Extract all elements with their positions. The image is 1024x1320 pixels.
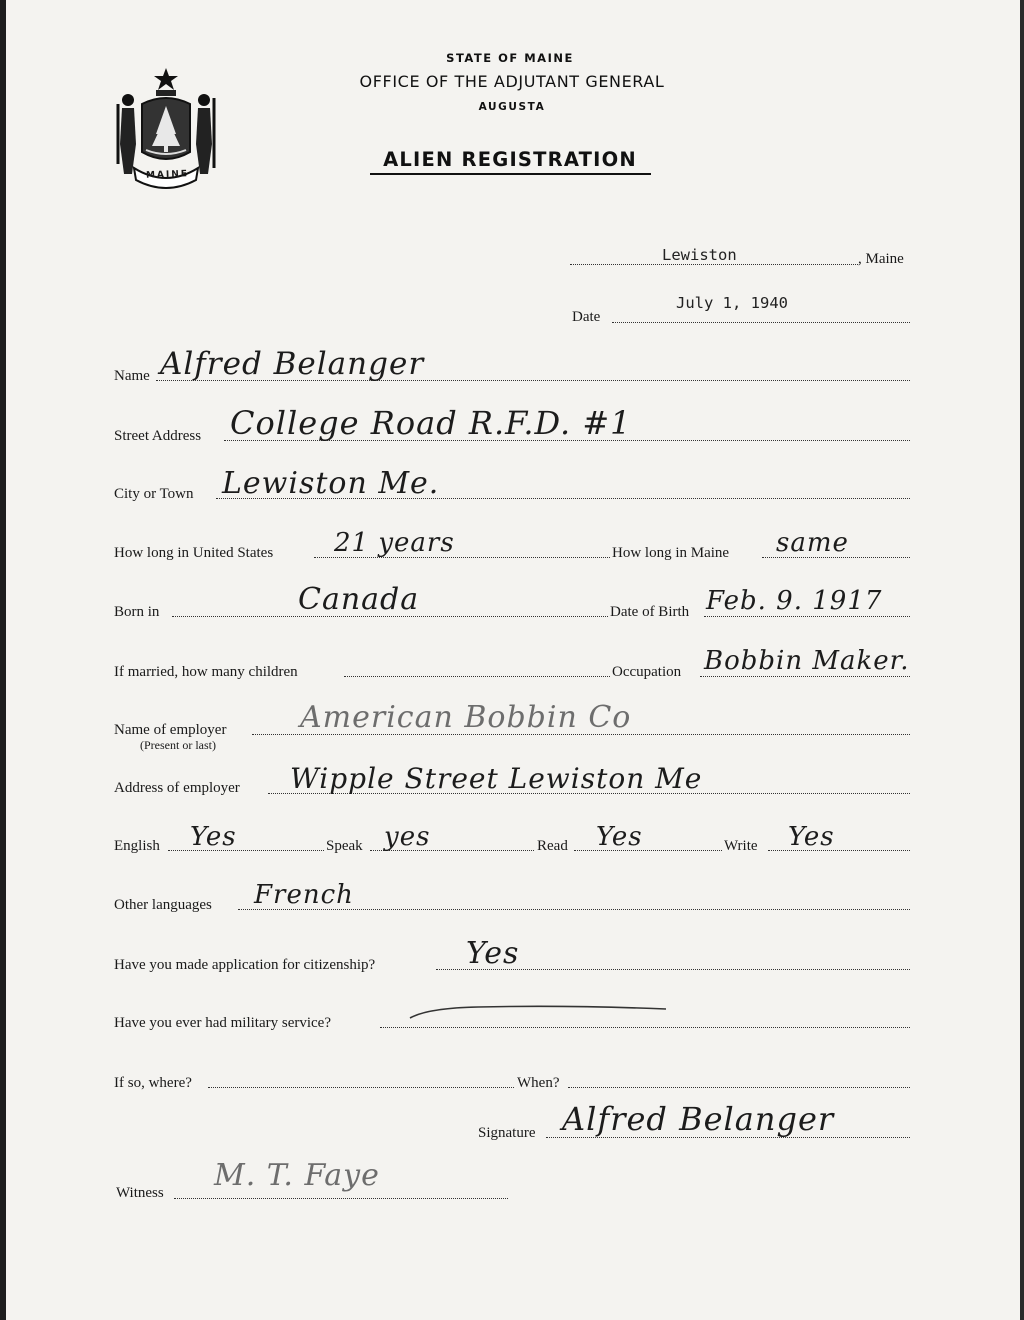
occupation-value: Bobbin Maker. xyxy=(704,646,910,676)
military-dash-stroke xyxy=(408,1004,668,1022)
signature-label: Signature xyxy=(478,1125,536,1141)
us-years-label: How long in United States xyxy=(114,545,274,561)
date-label: Date xyxy=(572,309,601,325)
read-label: Read xyxy=(537,838,568,854)
children-label: If married, how many children xyxy=(114,664,298,680)
place-value: Lewiston xyxy=(662,246,737,264)
where-label: If so, where? xyxy=(114,1075,192,1091)
citizenship-value: Yes xyxy=(466,936,520,971)
citizenship-label: Have you made application for citizenship? xyxy=(114,957,376,973)
maine-years-value: same xyxy=(776,528,849,558)
employer-label: Name of employer xyxy=(114,722,227,738)
born-label: Born in xyxy=(114,604,160,620)
header-city: AUGUSTA xyxy=(478,101,546,113)
header-office: OFFICE OF THE ADJUTANT GENERAL xyxy=(359,72,665,91)
occupation-line xyxy=(700,676,910,677)
name-label: Name xyxy=(114,368,150,384)
form-title: ALIEN REGISTRATION xyxy=(383,148,637,171)
military-line xyxy=(380,1027,910,1028)
witness-label: Witness xyxy=(116,1185,164,1201)
other-languages-label: Other languages xyxy=(114,897,212,913)
employer-address-label: Address of employer xyxy=(114,780,240,796)
scan-edge-left xyxy=(0,0,6,1320)
born-value: Canada xyxy=(298,582,420,617)
write-label: Write xyxy=(724,838,758,854)
speak-value: yes xyxy=(384,822,431,852)
when-line xyxy=(568,1087,910,1088)
scan-edge-right xyxy=(1020,0,1024,1320)
employer-address-value: Wipple Street Lewiston Me xyxy=(290,762,703,795)
write-value: Yes xyxy=(788,822,835,852)
name-value: Alfred Belanger xyxy=(160,346,425,382)
witness-value: M. T. Faye xyxy=(214,1158,380,1193)
seal-banner-label: MAINE xyxy=(145,169,190,181)
street-label: Street Address xyxy=(114,428,202,444)
english-value: Yes xyxy=(190,822,237,852)
english-label: English xyxy=(114,838,160,854)
military-label: Have you ever had military service? xyxy=(114,1015,331,1031)
city-label: City or Town xyxy=(114,486,194,502)
where-line xyxy=(208,1087,514,1088)
date-value: July 1, 1940 xyxy=(676,294,788,312)
signature-value: Alfred Belanger xyxy=(562,1100,835,1138)
employer-sublabel: (Present or last) xyxy=(140,738,216,752)
maine-years-label: How long in Maine xyxy=(612,545,730,561)
us-years-value: 21 years xyxy=(334,528,455,558)
dob-value: Feb. 9. 1917 xyxy=(706,586,883,616)
witness-line xyxy=(174,1198,508,1199)
header-state: STATE OF MAINE xyxy=(446,51,574,65)
children-line xyxy=(344,676,610,677)
place-line xyxy=(570,264,858,265)
when-label: When? xyxy=(517,1075,560,1091)
dob-line xyxy=(704,616,910,617)
read-value: Yes xyxy=(596,822,643,852)
street-value: College Road R.F.D. #1 xyxy=(230,404,632,442)
other-languages-value: French xyxy=(254,880,354,910)
employer-value: American Bobbin Co xyxy=(300,700,632,735)
place-suffix: , Maine xyxy=(858,251,904,267)
occupation-label: Occupation xyxy=(612,664,682,680)
date-line xyxy=(612,322,910,323)
title-underline xyxy=(370,173,651,175)
dob-label: Date of Birth xyxy=(610,604,690,620)
city-value: Lewiston Me. xyxy=(222,466,440,501)
speak-label: Speak xyxy=(326,838,363,854)
